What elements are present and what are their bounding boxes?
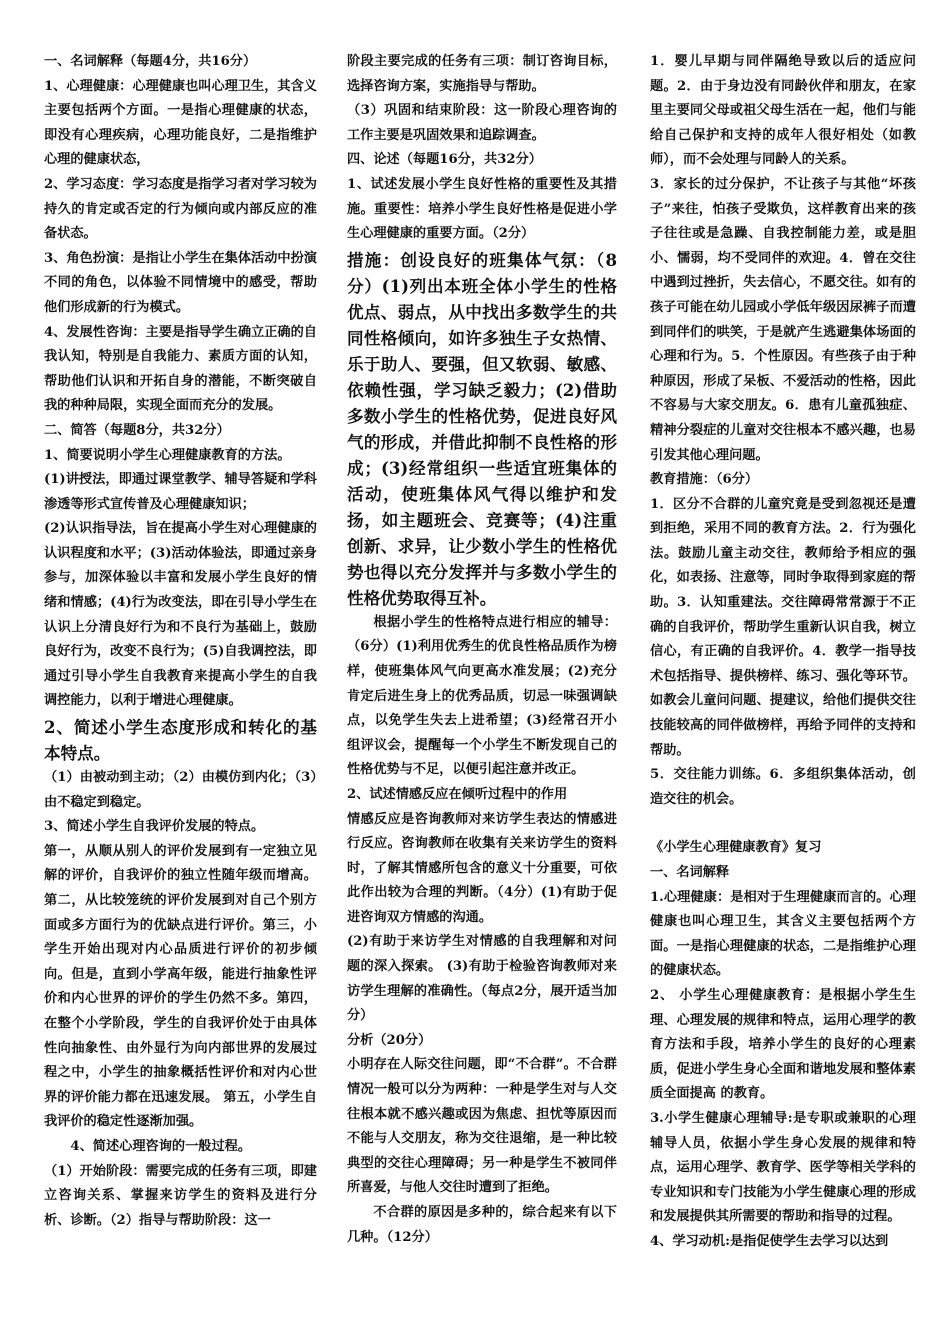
essay-1-question: 1、试述发展小学生良好性格的重要性及其措施。重要性：培养小学生良好性格是促进小学生心理健康的重要方面。（2分） xyxy=(347,176,617,242)
essay-2-answer: 情感反应是咨询教师对来访学生表达的情感进行反应。咨询教师在收集有关来访学生的资料时，了解其情感所包含的意义十分重要，可依此作出较为合理的判断。（4分）(1)有助于促进咨询双方情感的沟通。 xyxy=(347,811,617,925)
essay-2-answer-continued: (2)有助于来访学生对情感的自我理解和对问题的深入探索。 (3)有助于检验咨询教师对来访学生理解的准确性。（每点2分，展开适当加分） xyxy=(347,934,617,1024)
essay-2-question: 2、试述情感反应在倾听过程中的作用 xyxy=(347,786,568,802)
review-definition-1: 1.心理健康：是相对于生理健康而言的。心理健康也叫心理卫生，其含义主要包括两个方面。一是指心理健康的状态，二是指维护心理的健康状态。 xyxy=(650,889,916,979)
definition-role-play: 3、角色扮演：是指让小学生在集体活动中扮演不同的角色，以体验不同情境中的感受，帮助他们形成新的行为模式。 xyxy=(44,250,317,315)
review-title: 《小学生心理健康教育》复习 xyxy=(650,840,822,856)
answer-4-start: （1）开始阶段：需要完成的任务有三项，即建立咨询关系、掌握来访学生的资料及进行分析、诊断。（2）指导与帮助阶段：这一 xyxy=(44,1163,317,1228)
question-3-title: 3、简述小学生自我评价发展的特点。 xyxy=(44,819,265,835)
education-measures-5-6: 5．交往能力训练。6．多组织集体活动，创造交往的机会。 xyxy=(650,767,916,807)
essay-1-measures: 措施：创设良好的班集体气氛：（8分）(1)列出本班全体小学生的性格优点、弱点，从中找出多数学生的共同性格倾向，如许多独生子女热情、乐于助人、要强，但又软弱、敏感、依赖性强，学习缺乏毅力；(2)借助多数小学生的性格优势，促进良好风气的形成，并借此抑制不良性格的形成；(3)经常组织一些适宜班集体的活动，使班集体风气得以维护和发扬，如主题班会、竞赛等；(4)注重创新、求异，让少数小学生的性格优势也得以充分发挥并与多数小学生的性格优势取得互补。 xyxy=(347,249,617,608)
causes-1-2: 1．婴儿早期与同伴隔绝导致以后的适应问题。2．由于身边没有同龄伙伴和朋友，在家里主要同父母或祖父母生活在一起，他们与能给自己保护和支持的成年人很好相处（如教师），而不会处理与同龄人的关系。 xyxy=(650,54,916,168)
causes-3-6: 3．家长的过分保护，不让孩子与其他“坏孩子”来往，怕孩子受欺负，这样教育出来的孩子往往或是急躁、自我控制能力差，或是胆小、懦弱，均不受同伴的欢迎。4．曾在交往中遇到过挫折，失去信心，不愿交往。如有的孩子可能在幼儿园或小学低年级因尿裤子而遭到同伴们的哄笑，于是就产生逃避集体场面的心理和行为。5．个性原因。有些孩子由于种种原因，形成了呆板、不爱活动的性格，因此不容易与大家交朋友。6．患有儿童孤独症、精神分裂症的儿童对交往根本不感兴趣，也易引发其他心理问题。 xyxy=(650,176,916,463)
section-heading-essay: 四、论述（每题16分，共32分） xyxy=(347,152,542,168)
question-2-title: 2、简述小学生态度形成和转化的基本特点。 xyxy=(44,717,317,764)
answer-2: （1）由被动到主动；（2）由模仿到内化；（3）由不稳定到稳定。 xyxy=(44,770,317,810)
question-1-title: 1、简要说明小学生心理健康教育的方法。 xyxy=(44,447,291,463)
column-left xyxy=(44,50,317,1344)
answer-4-stage-3: （3）巩固和结束阶段：这一阶段心理咨询的工作主要是巩固效果和追踪调查。 xyxy=(347,103,617,143)
spacer xyxy=(650,812,916,836)
education-measures-heading: 教育措施：（6分） xyxy=(650,472,759,488)
review-definition-4: 4、学习动机:是指促使学生去学习以达到 xyxy=(650,1233,889,1249)
answer-3: 第一，从顺从别人的评价发展到有一定独立见解的评价，自我评价的独立性随年级而增高。第二，从比较笼统的评价发展到对自己个别方面或多方面行为的优缺点进行评价。第三，小学生开始出现对内心品质进行评价的初步倾向。但是，直到小学高年级，能进行抽象性评价和内心世界的评价的学生仍然不多。第四，在整个小学阶段，学生的自我评价处于由具体性向抽象性、由外显行为向内部世界的发展过程之中，小学生的抽象概括性评价和对内心世界的评价能力都在迅速发展。 第五，小学生自我评价的稳定性逐渐加强。 xyxy=(44,843,317,1130)
answer-4-continued: 阶段主要完成的任务有三项：制订咨询目标，选择咨询方案，实施指导与帮助。 xyxy=(347,54,617,94)
answer-1-part-a: (1)讲授法，即通过课堂教学、辅导答疑和学科渗透等形式宣传普及心理健康知识； xyxy=(44,472,317,512)
column-right xyxy=(650,50,916,1344)
review-section-heading: 一、名词解释 xyxy=(650,865,730,880)
review-definition-2: 2、 小学生心理健康教育：是根据小学生生理、心理发展的规律和特点，运用心理学的教育方法和手段，培养小学生的良好的心理素质，促进小学生身心全面和谐地发展和整体素质全面提高 的教育。 xyxy=(650,987,916,1102)
analysis-case: 小明存在人际交往问题，即“不合群”。不合群情况一般可以分为两种：一种是学生对与人交往根本就不感兴趣或因为焦虑、担忧等原因而不能与人交朋友，称为交往退缩，是一种比较典型的交往心理障碍；另一种是学生不被同伴所喜爱，与他人交往时遭到了拒绝。 xyxy=(347,1057,617,1196)
definition-developmental-counseling: 4、发展性咨询：主要是指导学生确立正确的自我认知，特别是自我能力、素质方面的认知，帮助他们认识和开拓自身的潜能，不断突破自我的种种局限，实现全面而充分的发展。 xyxy=(44,324,317,414)
question-4-title: 4、简述心理咨询的一般过程。 xyxy=(70,1138,252,1154)
definition-mental-health: 1、心理健康：心理健康也叫心理卫生，其含义主要包括两个方面。一是指心理健康的状态，即没有心理疾病，心理功能良好，二是指维护心理的健康状态， xyxy=(44,78,317,168)
column-middle xyxy=(347,50,617,1344)
answer-1-part-b: (2)认识指导法，旨在提高小学生对心理健康的认识程度和水平；(3)活动体验法，即通过亲身参与，加深体验以丰富和发展小学生良好的情绪和情感；(4)行为改变法，即在引导小学生在认识上分清良好行为和不良行为基础上，鼓励良好行为，改变不良行为；(5)自我调控法，即通过引导小学生自我教育来提高小学生的自我调控能力，以利于增进心理健康。 xyxy=(44,521,317,709)
analysis-causes-intro: 不合群的原因是多种的，综合起来有以下几种。（12分） xyxy=(347,1205,617,1245)
essay-1-guidance: 根据小学生的性格特点进行相应的辅导：（6分）(1)利用优秀生的优良性格品质作为榜样，使班集体风气向更高水准发展；(2)充分肯定后进生身上的优秀品质，切忌一味强调缺点，以免学生失去上进希望；(3)经常召开小组评议会，提醒每一个小学生不断发现自己的性格优势与不足，以便引起注意并改正。 xyxy=(347,614,617,778)
definition-learning-attitude: 2、学习态度：学习态度是指学习者对学习较为持久的肯定或否定的行为倾向或内部反应的准备状态。 xyxy=(44,176,317,242)
education-measures-1-4: 1．区分不合群的儿童究竟是受到忽视还是遭到拒绝，采用不同的教育方法。2．行为强化法。鼓励儿童主动交往，教师给予相应的强化，如表扬、注意等，同时争取得到家庭的帮助。3．认知重建法。交往障碍常常源于不正确的自我评价，帮助学生重新认识自我，树立信心，有正确的自我评价。4．教学一指导技术包括指导、提供榜样、练习、强化等环节。如教会儿童问问题、提建议，给他们提供交往技能较高的同伴做榜样，再给予同伴的支持和帮助。 xyxy=(650,496,916,758)
section-heading-definitions: 一、名词解释（每题4分，共16分） xyxy=(44,54,257,69)
section-heading-analysis: 分析（20分） xyxy=(347,1032,432,1048)
review-definition-3: 3.小学生健康心理辅导:是专职或兼职的心理辅导人员，依据小学生身心发展的规律和特点，运用心理学、教育学、医学等相关学科的专业知识和专门技能为小学生健康心理的形成和发展提供其所需要的帮助和指导的过程。 xyxy=(650,1110,916,1225)
section-heading-short-answer: 二、简答（每题8分，共32分） xyxy=(44,422,230,438)
